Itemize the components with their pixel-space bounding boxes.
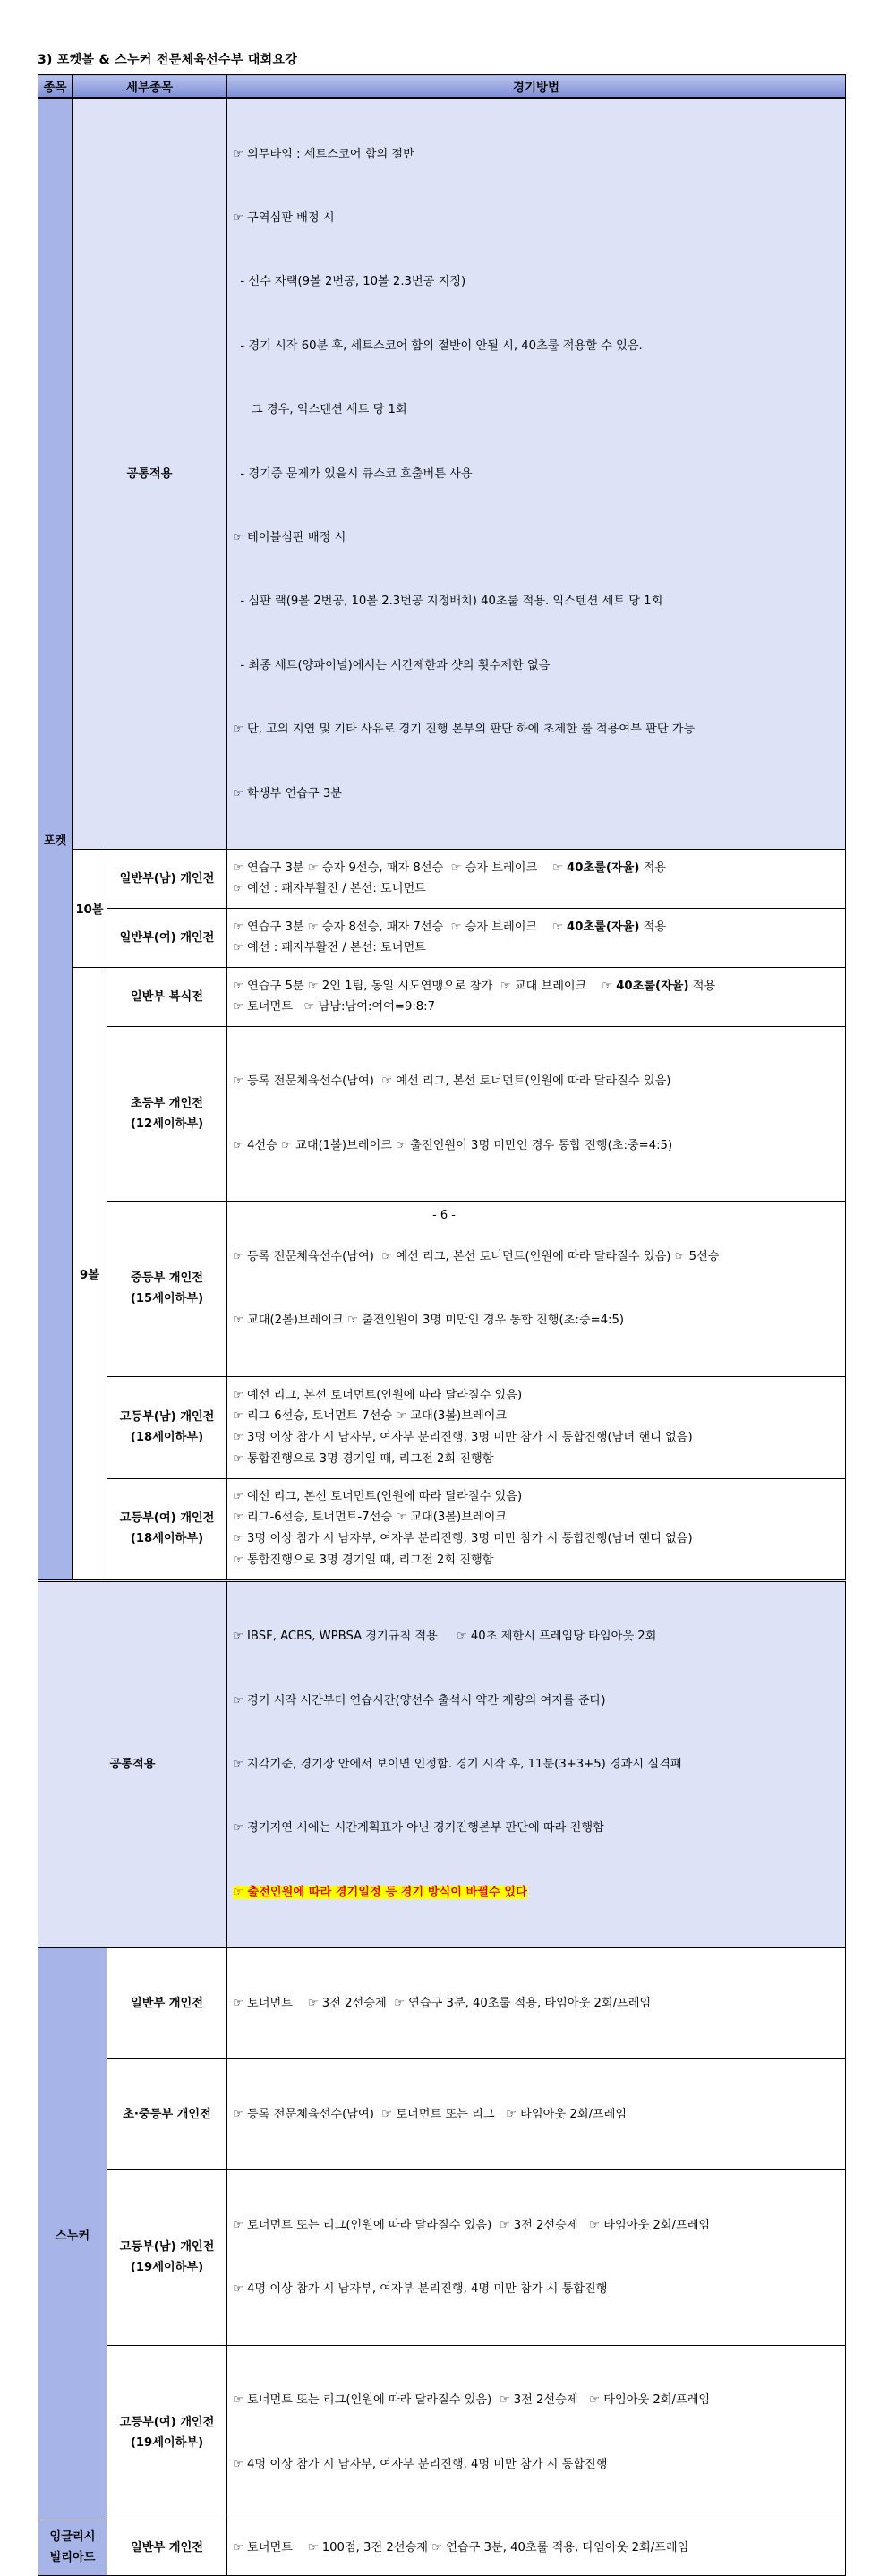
desc-line bbox=[233, 976, 840, 997]
desc-line: ☞ 학생부 연습구 3분 bbox=[233, 786, 342, 800]
table-row bbox=[38, 2345, 846, 2520]
desc-text: 적용 bbox=[639, 920, 667, 934]
sub-common-2: 공통적용 bbox=[38, 1580, 227, 1948]
desc-bold: 40초룰(자율) bbox=[616, 979, 689, 993]
category-english-billiards bbox=[38, 2520, 107, 2575]
event-name bbox=[107, 2345, 227, 2520]
desc-text: 적용 bbox=[688, 979, 716, 993]
table-row bbox=[38, 908, 846, 967]
event-name bbox=[107, 2170, 227, 2345]
event-name bbox=[107, 1026, 227, 1201]
event-name: 일반부 복식전 bbox=[107, 967, 227, 1026]
event-name-line: 중등부 개인전 bbox=[130, 1271, 204, 1286]
event-desc bbox=[227, 1202, 846, 1376]
desc-line bbox=[233, 1882, 840, 1904]
table-row bbox=[38, 1580, 846, 1948]
event-desc bbox=[227, 849, 846, 908]
event-desc bbox=[227, 1478, 846, 1579]
event-name-line: 고등부(여) 개인전 bbox=[119, 2415, 215, 2429]
event-name-line: 초등부 개인전 bbox=[130, 1097, 204, 1111]
desc-text: ☞ 연습구 3분 ☞ 승자 8선승, 패자 7선승 ☞ 승자 브레이크 ☞ bbox=[233, 920, 568, 934]
desc-line: ☞ 예선 리그, 본선 토너먼트(인원에 따라 달라질수 있음) bbox=[233, 1388, 523, 1402]
desc-line: ☞ 구역심판 배정 시 bbox=[233, 210, 335, 225]
desc-line: ☞ 토너먼트 ☞ 남남:남여:여여=9:8:7 bbox=[233, 1000, 436, 1014]
event-name-line: 고등부(여) 개인전 bbox=[119, 1511, 215, 1526]
table-row bbox=[38, 2520, 846, 2575]
desc-line: ☞ 토너먼트 ☞ 3전 2선승제 ☞ 연습구 3분, 40초룰 적용, 타임아웃 2회/프레임 bbox=[233, 1996, 652, 2010]
table-row bbox=[38, 967, 846, 1026]
pocket-common-desc bbox=[227, 98, 846, 850]
event-name-line: 고등부(남) 개인전 bbox=[119, 1410, 215, 1425]
event-name: 일반부 개인전 bbox=[107, 1948, 227, 2059]
sub-pocket-common: 공통적용 bbox=[73, 98, 227, 850]
table-row bbox=[38, 1202, 846, 1376]
event-desc bbox=[227, 967, 846, 1026]
event-name: 일반부 개인전 bbox=[107, 2520, 227, 2575]
desc-line bbox=[233, 917, 840, 938]
common-2-desc bbox=[227, 1580, 846, 1948]
event-desc bbox=[227, 2170, 846, 2345]
desc-line: - 경기중 문제가 있을시 큐스코 호출버튼 사용 bbox=[233, 466, 473, 481]
desc-line: - 최종 세트(양파이널)에서는 시간제한과 샷의 횟수제한 없음 bbox=[233, 658, 551, 672]
desc-line: ☞ 예선 : 패자부활전 / 본선: 토너먼트 bbox=[233, 882, 426, 896]
table-row bbox=[38, 2059, 846, 2170]
event-desc: ☞ 토너먼트 ☞ 100점, 3전 2선승제 ☞ 연습구 3분, 40초룰 적용, 타임아웃 2회/프레임 bbox=[227, 2520, 846, 2575]
desc-text: ☞ 연습구 3분 ☞ 승자 9선승, 패자 8선승 ☞ 승자 브레이크 ☞ bbox=[233, 860, 568, 875]
desc-line: ☞ 통합진행으로 3명 경기일 때, 리그전 2회 진행함 bbox=[233, 1553, 494, 1567]
event-desc bbox=[227, 908, 846, 967]
event-name bbox=[107, 1202, 227, 1376]
desc-line: - 경기 시작 60분 후, 세트스코어 합의 절반이 안될 시, 40초룰 적용할 수 있음. bbox=[233, 338, 643, 353]
event-age-line: (19세이하부) bbox=[130, 2261, 204, 2275]
desc-line: ☞ 등록 전문체육선수(남여) ☞ 토너먼트 또는 리그 ☞ 타임아웃 2회/프레임 bbox=[233, 2107, 628, 2121]
desc-line: ☞ 단, 고의 지연 및 기타 사유로 경기 진행 본부의 판단 하에 초제한 룰 적용여부 판단 가능 bbox=[233, 723, 696, 737]
table-header-row bbox=[38, 75, 846, 98]
desc-line: ☞ 3명 이상 참가 시 남자부, 여자부 분리진행, 3명 미만 참가 시 통합진행(남녀 핸디 없음) bbox=[233, 1532, 693, 1546]
highlight-notice: ☞ 출전인원에 따라 경기일정 등 경기 방식이 바뀔수 있다 bbox=[233, 1885, 527, 1899]
competition-rules-table bbox=[38, 74, 846, 2576]
event-name: 일반부(여) 개인전 bbox=[107, 908, 227, 967]
table-row bbox=[38, 1026, 846, 1201]
event-desc bbox=[227, 2059, 846, 2170]
event-name-line: 고등부(남) 개인전 bbox=[119, 2240, 215, 2255]
header-method: 경기방법 bbox=[227, 75, 846, 98]
desc-line: ☞ IBSF, ACBS, WPBSA 경기규칙 적용 ☞ 40초 제한시 프레임당 타임아웃 2회 bbox=[233, 1630, 657, 1644]
table-row bbox=[38, 2170, 846, 2345]
event-age-line: (15세이하부) bbox=[130, 1292, 204, 1306]
desc-line: ☞ 등록 전문체육선수(남여) ☞ 예선 리그, 본선 토너먼트(인원에 따라 달라질수 있음) ☞ 5선승 bbox=[233, 1249, 720, 1263]
category-snooker: 스누커 bbox=[38, 1948, 107, 2520]
desc-line: ☞ 경기 시작 시간부터 연습시간(양선수 출석시 약간 재량의 여지를 준다) bbox=[233, 1693, 606, 1707]
event-age-line: (12세이하부) bbox=[130, 1117, 204, 1132]
event-desc bbox=[227, 2345, 846, 2520]
desc-bold: 40초룰(자율) bbox=[567, 860, 640, 875]
event-age-line: (19세이하부) bbox=[130, 2435, 204, 2450]
desc-line: - 선수 자랙(9볼 2번공, 10볼 2.3번공 지정) bbox=[233, 275, 466, 289]
desc-line: ☞ 교대(2볼)브레이크 ☞ 출전인원이 3명 미만인 경우 통합 진행(초:중=4:5) bbox=[233, 1314, 625, 1328]
header-sub-event: 세부종목 bbox=[73, 75, 227, 98]
table-row bbox=[38, 1376, 846, 1478]
category-label-line: 잉글리시 bbox=[49, 2530, 96, 2545]
desc-line: 그 경우, 익스텐션 세트 당 1회 bbox=[233, 403, 407, 417]
desc-line: ☞ 4명 이상 참가 시 남자부, 여자부 분리진행, 4명 미만 참가 시 통합진행 bbox=[233, 2457, 608, 2471]
table-row bbox=[38, 1948, 846, 2059]
ball-10: 10볼 bbox=[73, 849, 107, 967]
event-name bbox=[107, 1478, 227, 1579]
event-desc bbox=[227, 1948, 846, 2059]
desc-line: ☞ 4선승 ☞ 교대(1볼)브레이크 ☞ 출전인원이 3명 미만인 경우 통합 진행(초:중=4:5) bbox=[233, 1138, 673, 1152]
desc-line: ☞ 통합진행으로 3명 경기일 때, 리그전 2회 진행함 bbox=[233, 1451, 494, 1466]
desc-line: ☞ 지각기준, 경기장 안에서 보이면 인정함. 경기 시작 후, 11분(3+3+5) 경과시 실격패 bbox=[233, 1758, 682, 1772]
table-row bbox=[38, 849, 846, 908]
desc-line: ☞ 경기지연 시에는 시간계획표가 아닌 경기진행본부 판단에 따라 진행함 bbox=[233, 1821, 604, 1836]
category-label-line: 빌리아드 bbox=[49, 2551, 96, 2565]
event-desc bbox=[227, 1026, 846, 1201]
table-row bbox=[38, 98, 846, 850]
desc-line: ☞ 의무타임 : 세트스코어 합의 절반 bbox=[233, 147, 414, 161]
desc-line bbox=[233, 858, 840, 879]
desc-line: ☞ 토너먼트 또는 리그(인원에 따라 달라질수 있음) ☞ 3전 2선승제 ☞ 타임아웃 2회/프레임 bbox=[233, 2218, 711, 2232]
table-row bbox=[38, 1478, 846, 1579]
desc-text: ☞ 연습구 5분 ☞ 2인 1팀, 동일 시도연맹으로 참가 ☞ 교대 브레이크 ☞ bbox=[233, 979, 617, 993]
event-name bbox=[107, 1376, 227, 1478]
header-event: 종목 bbox=[38, 75, 73, 98]
ball-9: 9볼 bbox=[73, 967, 107, 1580]
page-number: - 6 - bbox=[432, 1209, 456, 1222]
desc-bold: 40초룰(자율) bbox=[567, 920, 640, 934]
event-age-line: (18세이하부) bbox=[130, 1431, 204, 1445]
event-age-line: (18세이하부) bbox=[130, 1532, 204, 1546]
category-pocket: 포켓 bbox=[38, 98, 73, 1581]
desc-line: ☞ 리그-6선승, 토너먼트-7선승 ☞ 교대(3볼)브레이크 bbox=[233, 1409, 508, 1424]
desc-line: ☞ 4명 이상 참가 시 남자부, 여자부 분리진행, 4명 미만 참가 시 통합진행 bbox=[233, 2282, 608, 2297]
desc-line: ☞ 토너먼트 또는 리그(인원에 따라 달라질수 있음) ☞ 3전 2선승제 ☞ 타임아웃 2회/프레임 bbox=[233, 2393, 711, 2408]
event-name: 초·중등부 개인전 bbox=[107, 2059, 227, 2170]
desc-line: ☞ 예선 : 패자부활전 / 본선: 토너먼트 bbox=[233, 941, 426, 955]
desc-line: - 심판 랙(9볼 2번공, 10볼 2.3번공 지정배치) 40초룰 적용. 익스텐션 세트 당 1회 bbox=[233, 595, 663, 609]
desc-line: ☞ 테이블심판 배정 시 bbox=[233, 530, 346, 544]
desc-line: ☞ 등록 전문체육선수(남여) ☞ 예선 리그, 본선 토너먼트(인원에 따라 달라질수 있음) bbox=[233, 1074, 671, 1089]
event-name: 일반부(남) 개인전 bbox=[107, 849, 227, 908]
desc-line: ☞ 3명 이상 참가 시 남자부, 여자부 분리진행, 3명 미만 참가 시 통합진행(남녀 핸디 없음) bbox=[233, 1431, 693, 1445]
desc-text: 적용 bbox=[639, 860, 667, 875]
desc-line: ☞ 예선 리그, 본선 토너먼트(인원에 따라 달라질수 있음) bbox=[233, 1489, 523, 1503]
event-desc bbox=[227, 1376, 846, 1478]
page-title: 3) 포켓볼 & 스누커 전문체육선수부 대회요강 bbox=[38, 53, 298, 67]
desc-line: ☞ 리그-6선승, 토너먼트-7선승 ☞ 교대(3볼)브레이크 bbox=[233, 1511, 508, 1525]
